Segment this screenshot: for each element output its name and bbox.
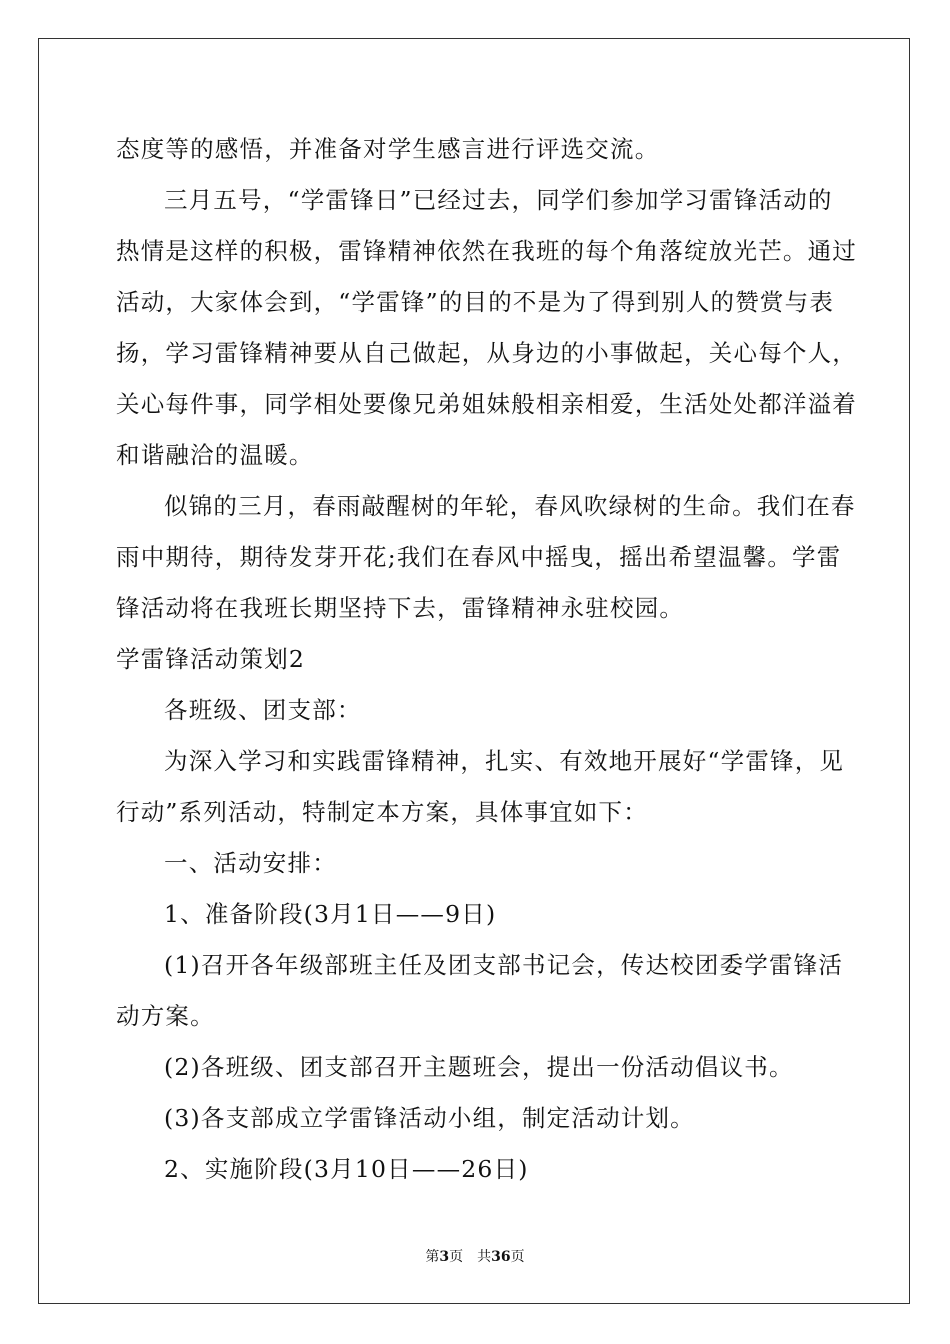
text-line: 一、活动安排： <box>164 849 337 877</box>
footer-page-unit: 页 <box>449 1249 464 1265</box>
text-line: 行动”系列活动，特制定本方案，具体事宜如下： <box>116 798 648 826</box>
text-line: 态度等的感悟，并准备对学生感言进行评选交流。 <box>116 135 660 163</box>
document-body <box>116 124 857 1195</box>
page-footer <box>0 1248 950 1266</box>
total-pages-number: 36 <box>491 1249 511 1265</box>
text-line: (2)各班级、团支部召开主题班会，提出一份活动倡议书。 <box>164 1053 794 1081</box>
text-line: (1)召开各年级部班主任及团支部书记会，传达校团委学雷锋活 <box>164 951 844 979</box>
text-line: 活动，大家体会到，“学雷锋”的目的不是为了得到别人的赞赏与表 <box>116 288 835 316</box>
text-line: 雨中期待，期待发芽开花;我们在春风中摇曳，摇出希望温馨。学雷 <box>116 543 842 571</box>
text-line: 动方案。 <box>116 1002 215 1030</box>
text-line: 和谐融洽的温暖。 <box>116 441 314 469</box>
footer-total-unit: 页 <box>510 1249 525 1265</box>
text-line: 扬，学习雷锋精神要从自己做起，从身边的小事做起，关心每个人， <box>116 339 857 367</box>
text-line: 2、实施阶段(3月10日——26日) <box>164 1155 529 1183</box>
text-line: 热情是这样的积极，雷锋精神依然在我班的每个角落绽放光芒。通过 <box>116 237 857 265</box>
text-line: 三月五号，“学雷锋日”已经过去，同学们参加学习雷锋活动的 <box>164 186 833 214</box>
section-heading: 学雷锋活动策划2 <box>116 645 306 673</box>
current-page-number: 3 <box>439 1249 450 1265</box>
footer-prefix: 第 <box>425 1249 440 1265</box>
text-line: 1、准备阶段(3月1日——9日) <box>164 900 497 928</box>
text-line: 为深入学习和实践雷锋精神，扎实、有效地开展好“学雷锋，见 <box>164 747 845 775</box>
text-line: 似锦的三月，春雨敲醒树的年轮，春风吹绿树的生命。我们在春 <box>164 492 856 520</box>
footer-total-prefix: 共 <box>477 1249 492 1265</box>
text-line: (3)各支部成立学雷锋活动小组，制定活动计划。 <box>164 1104 695 1132</box>
text-line: 关心每件事，同学相处要像兄弟姐妹般相亲相爱，生活处处都洋溢着 <box>116 390 857 418</box>
text-line: 锋活动将在我班长期坚持下去，雷锋精神永驻校园。 <box>116 594 685 622</box>
text-line: 各班级、团支部： <box>164 696 362 724</box>
